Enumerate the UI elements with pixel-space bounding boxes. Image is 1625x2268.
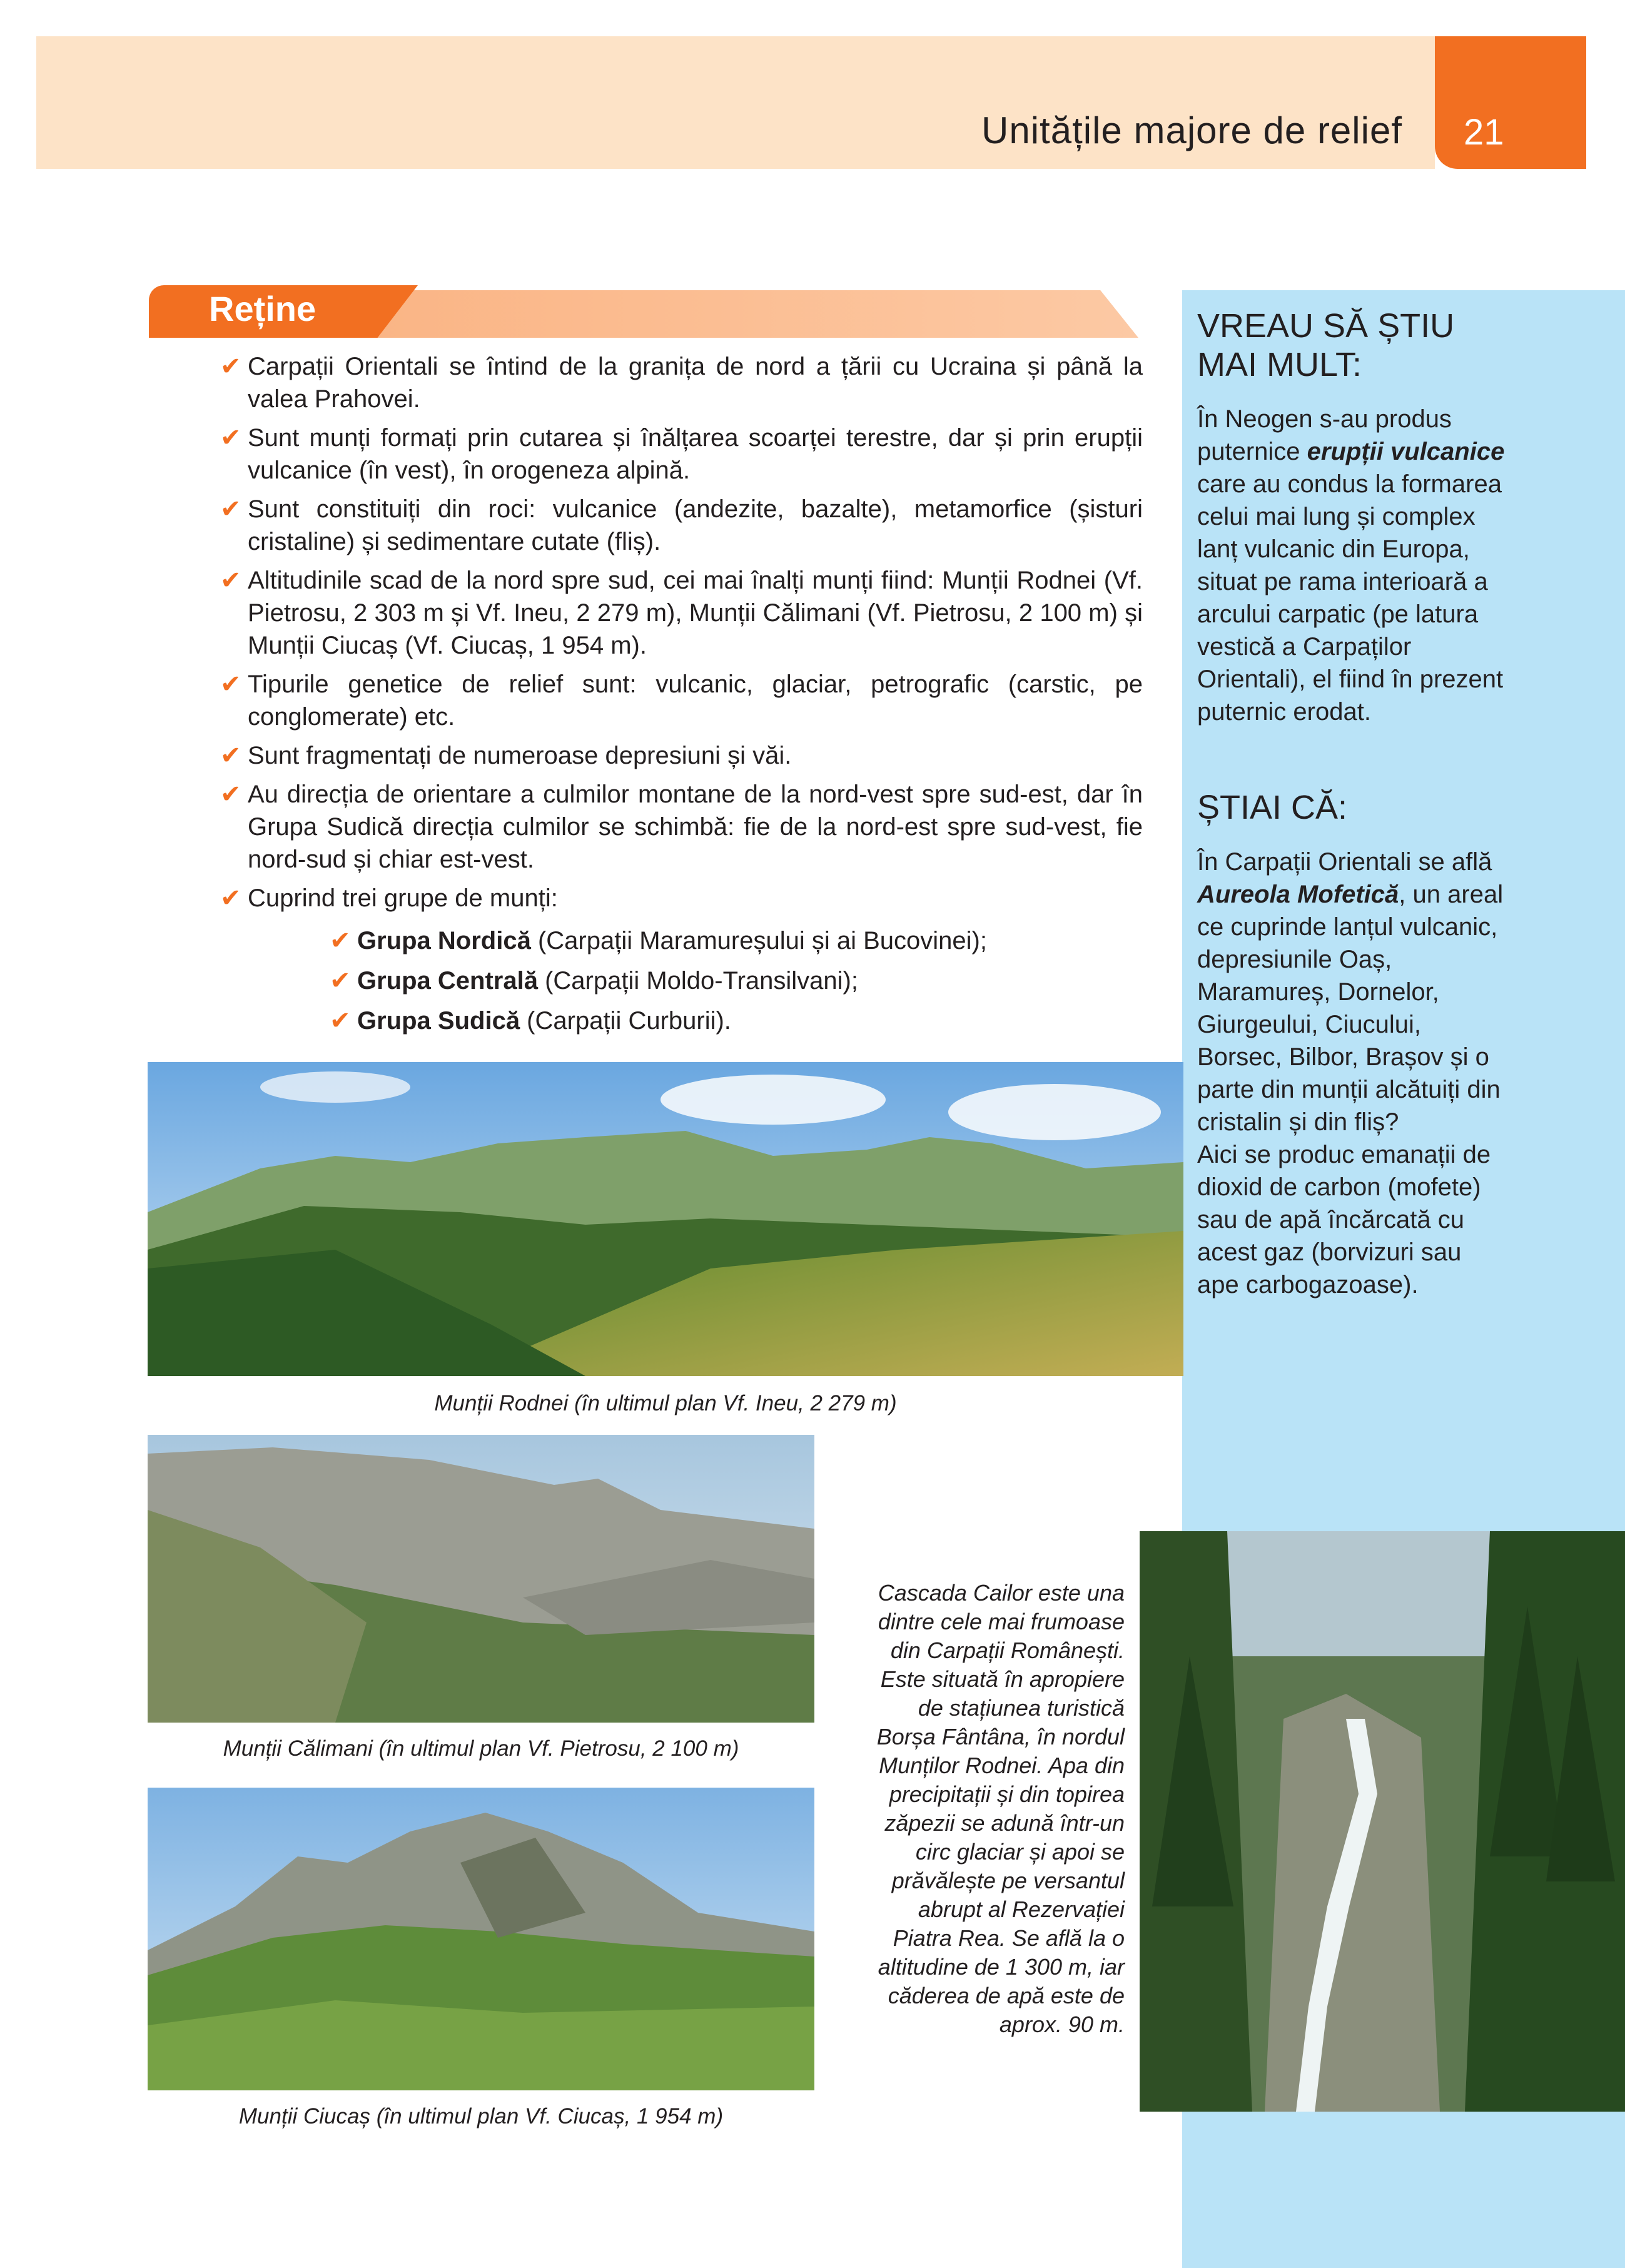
bullet-item: ✔ Sunt fragmentați de numeroase depresiuni și văi. [220,739,1143,772]
page-title: Unitățile majore de relief [981,109,1402,151]
side-panel-bottom [1182,2114,1625,2268]
side-title-more: VREAU SĂ ȘTIU MAI MULT: [1197,307,1455,383]
check-icon: ✔ [220,671,241,698]
check-icon: ✔ [220,353,241,380]
bullet-item: ✔ Sunt munți formați prin cutarea și înălțarea scoarței terestre, dar și prin erupții vulcanice (în vest), în orogeneza alpină. [220,422,1143,487]
check-icon: ✔ [220,884,241,912]
check-icon: ✔ [220,424,241,452]
check-icon: ✔ [220,742,241,769]
rodnei-landscape [148,1062,1183,1376]
retine-bullets [220,350,1143,1041]
caption-rodnei: Munții Rodnei (în ultimul plan Vf. Ineu, 2 279 m) [434,1391,897,1415]
group-item: ✔ Grupa Sudică (Carpații Curburii). [330,1001,1143,1041]
photo-cascada [1140,1531,1625,2112]
retine-label: Reține [209,289,316,328]
group-item: ✔ Grupa Nordică (Carpații Maramureșului și ai Bucovinei); [330,921,1143,961]
caption-calimani: Munții Călimani (în ultimul plan Vf. Pietrosu, 2 100 m) [223,1736,739,1761]
check-icon: ✔ [220,567,241,594]
side-text-neogen: În Neogen s-au produs puternice erupții vulcanice care au condus la formarea celui mai lung și complex lanț vulcanic din Europa, situat pe rama interioară a arcului carpatic (pe latura vestică a Carpaților Orientali), el fiind în prezent puternic erodat. [1197,405,1505,726]
waterfall-landscape [1140,1531,1625,2112]
bullet-item: ✔ Au direcția de orientare a culmilor montane de la nord-vest spre sud-est, dar în Grupa Sudică direcția culmilor se schimbă: fie de la nord-est spre sud-vest, fie nord-sud și chiar est-vest. [220,778,1143,876]
caption-ciucas: Munții Ciucaș (în ultimul plan Vf. Ciucaș, 1 954 m) [238,2104,724,2129]
page-number-tab [1435,36,1586,169]
page-number: 21 [1464,112,1504,153]
caption-cascada: Cascada Cailor este una dintre cele mai frumoase din Carpații Românești. Este situată în apropiere de stațiunea turistică Borșa Fântâna, în nordul Munților Rodnei. Apa din precipitații și din topirea zăpezii se adună într-un circ glaciar și apoi se prăvălește pe versantul abrupt al Rezervației Piatra Rea. Se află la o altitudine de 1 300 m, iar căderea de apă este de aprox. 90 m. [876,1580,1125,2037]
side-title-didyouknow: ȘTIAI CĂ: [1197,789,1348,826]
photo-ciucas [148,1788,814,2090]
bullet-item: ✔ Altitudinile scad de la nord spre sud, cei mai înalți munți fiind: Munții Rodnei (Vf. Pietrosu, 2 303 m și Vf. Ineu, 2 279 m), Munții Călimani (Vf. Pietrosu, 2 100 m) și Munții Ciucaș (Vf. Ciucaș, 1 954 m). [220,564,1143,662]
bullet-item: ✔ Carpații Orientali se întind de la granița de nord a țării cu Ucraina și până la valea Prahovei. [220,350,1143,415]
check-icon: ✔ [220,781,241,808]
photo-rodnei [148,1062,1183,1376]
side-text-mofetica: În Carpații Orientali se află Aureola Mofetică, un areal ce cuprinde lanțul vulcanic, depresiunile Oaș, Maramureș, Dornelor, Giurgeului, Ciucului, Borsec, Bilbor, Brașov și o parte din munții alcătuiți din cristalin și din fliș? Aici se produc emanații de dioxid de carbon (mofete) sau de apă încărcată cu acest gaz (borvizuri sau ape carbogazoase). [1197,848,1504,1299]
calimani-landscape [148,1435,814,1723]
group-item: ✔ Grupa Centrală (Carpații Moldo-Transilvani); [330,961,1143,1001]
photo-calimani [148,1435,814,1723]
bullet-item: ✔ Tipurile genetice de relief sunt: vulcanic, glaciar, petrografic (carstic, pe conglomerate) etc. [220,668,1143,733]
bullet-item: ✔ Cuprind trei grupe de munți: [220,882,1143,914]
side-panel-content [1197,306,1510,1301]
check-icon: ✔ [220,495,241,523]
mountain-groups [330,921,1143,1041]
bullet-item: ✔ Sunt constituiți din roci: vulcanice (andezite, bazalte), metamorfice (șisturi cristaline) și sedimentare cutate (fliș). [220,493,1143,558]
ciucas-landscape [148,1788,814,2090]
check-icon: ✔ [330,967,351,995]
check-icon: ✔ [330,1007,351,1035]
check-icon: ✔ [330,927,351,954]
